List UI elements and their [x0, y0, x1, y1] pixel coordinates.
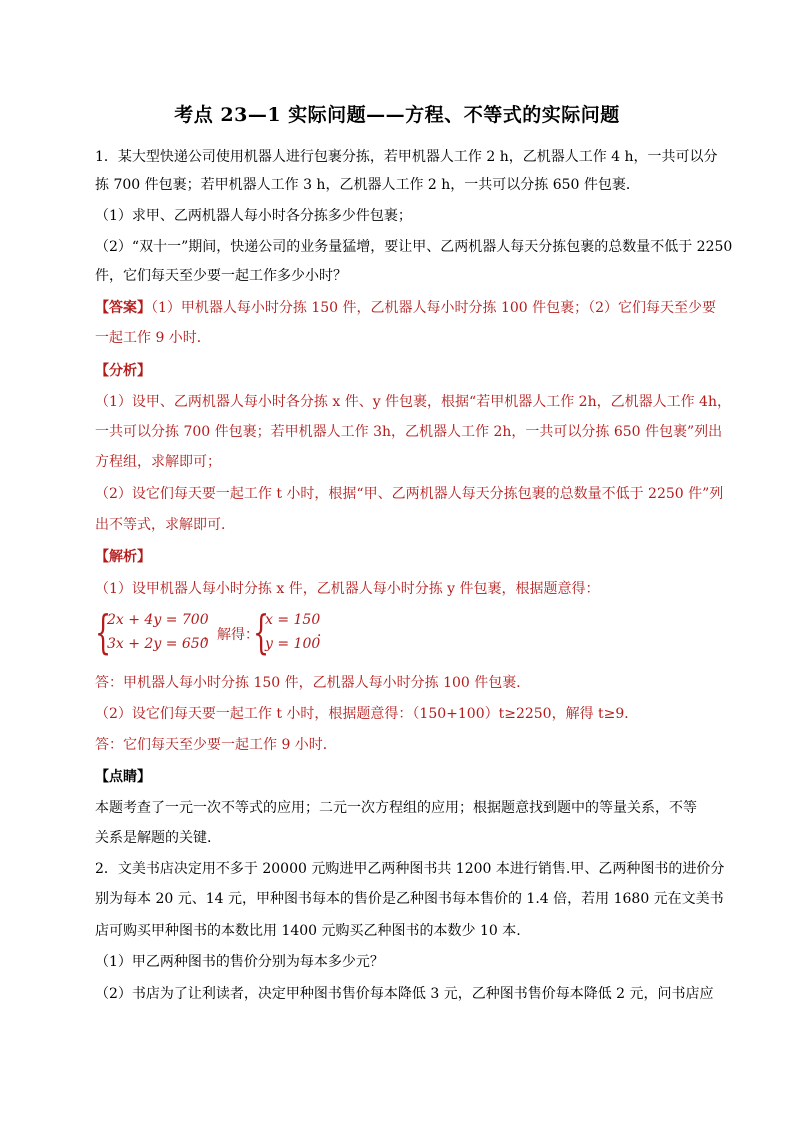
answer-line-2: 一起工作 9 小时． — [95, 330, 211, 346]
analysis-line-3: 方程组，求解即可； — [95, 454, 221, 470]
q2-text-line-1: 2．文美书店决定用不多于 20000 元购进甲乙两种图书共 1200 本进行销售.甲、乙两种图书的进价分 — [95, 861, 725, 877]
solve-label: ，解得： — [203, 627, 259, 643]
answer-statement-1: 答：甲机器人每小时分拣 150 件，乙机器人每小时分拣 100 件包裹． — [95, 675, 531, 691]
q1-part-1: （1）求甲、乙两机器人每小时各分拣多少件包裹； — [95, 208, 412, 224]
analysis-line-1: （1）设甲、乙两机器人每小时各分拣 x 件、y 件包裹，根据“若甲机器人工作 2h，乙机器人工作 4h， — [95, 394, 731, 410]
review-line-2: 关系是解题的关键. — [95, 830, 212, 846]
analysis-line-2: 一共可以分拣 700 件包裹；若甲机器人工作 3h，乙机器人工作 2h，一共可以分拣 650 件包裹”列出 — [95, 424, 723, 440]
q1-text-line-2: 拣 700 件包裹；若甲机器人工作 3 h，乙机器人工作 2 h，一共可以分拣 650 件包裹． — [95, 177, 640, 193]
analysis-tag: 【分析】 — [95, 363, 151, 379]
answer-tag: 【答案】 — [95, 300, 151, 316]
left-brace-1: { — [95, 605, 112, 659]
equation-period: . — [317, 624, 322, 640]
q1-part-2-line-1: （2）“双十一”期间，快递公司的业务量猛增，要让甲、乙两机器人每天分拣包裹的总数量不低于 2250 — [95, 239, 733, 255]
q1-text-line-1: 1．某大型快递公司使用机器人进行包裹分拣，若甲机器人工作 2 h，乙机器人工作 4 h，一共可以分 — [95, 149, 718, 165]
q2-text-line-2: 别为每本 20 元、14 元，甲种图书每本的售价是乙种图书每本售价的 1.4 倍，若用 1680 元在文美书 — [95, 891, 724, 907]
q2-text-line-3: 店可购买甲种图书的本数比用 1400 元购买乙种图书的本数少 10 本. — [95, 923, 521, 939]
solution-y: y = 100 — [265, 636, 321, 652]
page-title: 考点 23—1 实际问题——方程、不等式的实际问题 — [174, 104, 620, 126]
equation-system-block — [95, 605, 355, 660]
answer-line-1 — [95, 298, 716, 318]
analysis-line-4: （2）设它们每天要一起工作 t 小时，根据“甲、乙两机器人每天分拣包裹的总数量不低于 2250 件”列 — [95, 486, 724, 502]
review-tag: 【点睛】 — [95, 769, 151, 785]
solution-x: x = 150 — [265, 612, 321, 628]
review-line-1: 本题考查了一元一次不等式的应用；二元一次方程组的应用；根据题意找到题中的等量关系，不等 — [95, 800, 697, 816]
equation-1: 2x + 4y = 700 — [107, 612, 209, 628]
solution-line-1: （1）设甲机器人每小时分拣 x 件，乙机器人每小时分拣 y 件包裹，根据题意得： — [95, 581, 600, 597]
solution-tag: 【解析】 — [95, 549, 151, 565]
q2-part-1: （1）甲乙两种图书的售价分别为每本多少元？ — [95, 954, 384, 970]
equation-2: 3x + 2y = 650 — [107, 636, 209, 652]
q1-part-2-line-2: 件，它们每天至少要一起工作多少小时？ — [95, 268, 347, 284]
left-brace-2: { — [253, 605, 270, 659]
answer-text-1: （1）甲机器人每小时分拣 150 件，乙机器人每小时分拣 100 件包裹；（2）它们每天至少要 — [151, 300, 717, 316]
q2-part-2: （2）书店为了让利读者，决定甲种图书售价每本降低 3 元，乙种图书售价每本降低 2 元，问书店应 — [95, 986, 714, 1002]
solution-line-2: （2）设它们每天要一起工作 t 小时，根据题意得：（150+100）t≥2250，解得 t≥9． — [95, 706, 639, 722]
answer-statement-2: 答：它们每天至少要一起工作 9 小时． — [95, 737, 337, 753]
analysis-line-5: 出不等式，求解即可． — [95, 517, 235, 533]
